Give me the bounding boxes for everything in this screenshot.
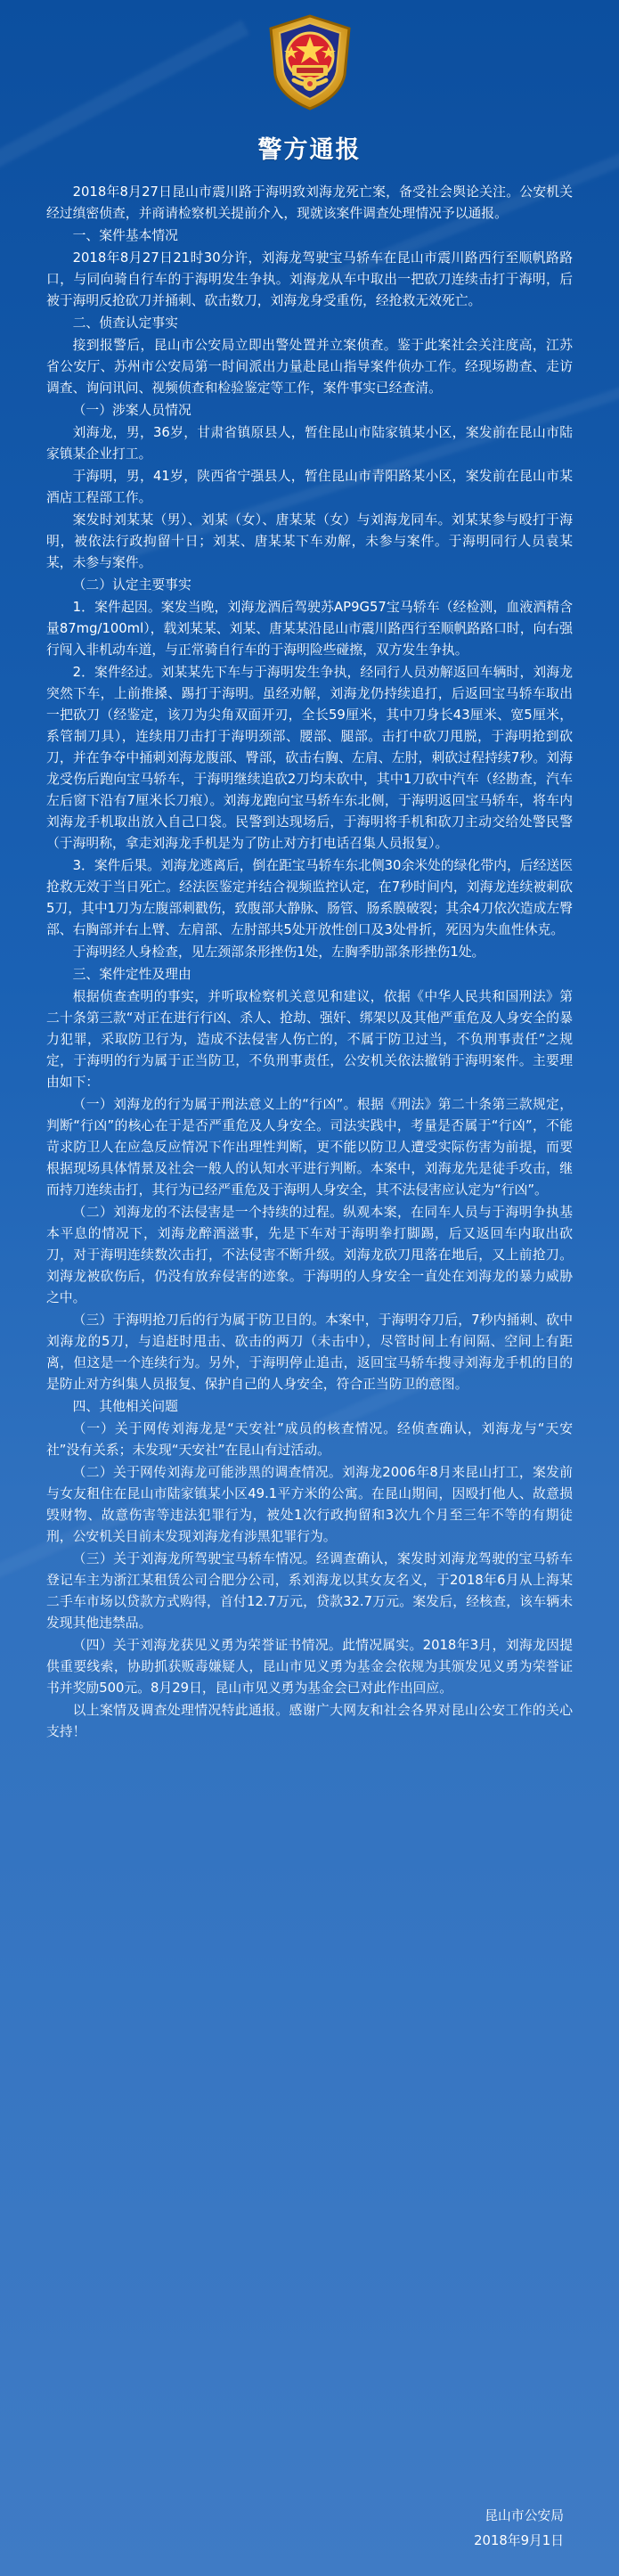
title-bar — [0, 130, 619, 165]
notice-body — [46, 182, 573, 1744]
notice-paragraph: （二）刘海龙的不法侵害是一个持续的过程。纵观本案，在同车人员与于海明争执基本平息的情况下，刘海龙醉酒滋事，先是下车对于海明拳打脚踢，后又返回车内取出砍刀，对于海明连续数次击打，不法侵害不断升级。刘海龙砍刀甩落在地后，又上前抢刀。刘海龙被砍伤后，仍没有放弃侵害的迹象。于海明的人身安全一直处在刘海龙的暴力威胁之中。 — [46, 1205, 573, 1305]
notice-paragraph: 2．案件经过。刘某某先下车与于海明发生争执，经同行人员劝解返回车辆时，刘海龙突然下车，上前推搡、踢打于海明。虽经劝解，刘海龙仍持续追打，后返回宝马轿车取出一把砍刀（经鉴定，该刀为尖角双面开刃，全长59厘米，其中刀身长43厘米、宽5厘米，系管制刀具），连续用刀击打于海明颈部、腰部、腿部。击打中砍刀甩脱，于海明抢到砍刀，并在争夺中捅刺刘海龙腹部、臀部，砍击右胸、左肩、左肘，刺砍过程持续7秒。刘海龙受伤后跑向宝马轿车，于海明继续追砍2刀均未砍中，其中1刀砍中汽车（经勘查，汽车左后窗下沿有7厘米长刀痕）。刘海龙跑向宝马轿车东北侧，于海明返回宝马轿车，将车内刘海龙手机取出放入自己口袋。民警到达现场后，于海明将手机和砍刀主动交给处警民警（于海明称，拿走刘海龙手机是为了防止对方打电话召集人员报复）。 — [46, 665, 573, 851]
notice-paragraph: 根据侦查查明的事实，并听取检察机关意见和建议，依据《中华人民共和国刑法》第二十条第三款“对正在进行行凶、杀人、抢劫、强奸、绑架以及其他严重危及人身安全的暴力犯罪，采取防卫行为，造成不法侵害人伤亡的，不属于防卫过当，不负刑事责任”之规定，于海明的行为属于正当防卫，不负刑事责任，公安机关依法撤销于海明案件。主要理由如下： — [46, 989, 573, 1090]
notice-paragraph: 于海明经人身检查，见左颈部条形挫伤1处，左胸季肋部条形挫伤1处。 — [72, 945, 485, 960]
notice-paragraph: （三）关于刘海龙所驾驶宝马轿车情况。经调查确认，案发时刘海龙驾驶的宝马轿车登记车主为浙江某租赁公司合肥分公司，系刘海龙以其女友名义，于2018年6月从上海某二手车市场以贷款方式购得，首付12.7万元，贷款32.7万元。案发后，经核查，该车辆未发现其他违禁品。 — [46, 1551, 573, 1631]
issue-date: 2018年9月1日 — [474, 2533, 564, 2548]
page-title: 警方通报 — [257, 136, 362, 163]
notice-paragraph: （三）于海明抢刀后的行为属于防卫目的。本案中，于海明夺刀后，7秒内捅刺、砍中刘海龙的5刀，与追赶时甩击、砍击的两刀（未击中），尽管时间上有间隔、空间上有距离，但这是一个连续行为。另外，于海明停止追击，返回宝马轿车搜寻刘海龙手机的目的是防止对方纠集人员报复、保护自己的人身安全，符合正当防卫的意图。 — [46, 1313, 573, 1392]
notice-paragraph: 以上案情及调查处理情况特此通报。感谢广大网友和社会各界对昆山公安工作的关心支持！ — [46, 1703, 573, 1739]
notice-paragraph: 2018年8月27日昆山市震川路于海明致刘海龙死亡案，备受社会舆论关注。公安机关经过缜密侦查，并商请检察机关提前介入，现就该案件调查处理情况予以通报。 — [46, 184, 573, 221]
notice-paragraph: 一、案件基本情况 — [72, 228, 178, 243]
notice-paragraph: （一）涉案人员情况 — [72, 403, 191, 418]
notice-paragraph: 三、案件定性及理由 — [72, 967, 191, 982]
notice-paragraph: （四）关于刘海龙获见义勇为荣誉证书情况。此情况属实。2018年3月，刘海龙因提供重要线索，协助抓获贩毒嫌疑人，昆山市见义勇为基金会依规为其颁发见义勇为荣誉证书并奖励500元。8月29日，昆山市见义勇为基金会已对此作出回应。 — [46, 1638, 573, 1696]
notice-paragraph: 二、侦查认定事实 — [72, 315, 178, 331]
notice-paragraph: 四、其他相关问题 — [72, 1399, 178, 1414]
notice-paragraph: 2018年8月27日21时30分许，刘海龙驾驶宝马轿车在昆山市震川路西行至顺帆路路口，与同向骑自行车的于海明发生争执。刘海龙从车中取出一把砍刀连续击打于海明，后被于海明反抢砍刀并捅刺、砍击数刀，刘海龙身受重伤，经抢救无效死亡。 — [46, 250, 573, 308]
notice-paragraph: 1．案件起因。案发当晚，刘海龙酒后驾驶苏AP9G57宝马轿车（经检测，血液酒精含量87mg/100ml），载刘某某、刘某、唐某某沿昆山市震川路西行至顺帆路路口时，向右强行闯入非机动车道，与正常骑自行车的于海明险些碰擦，双方发生争执。 — [46, 600, 573, 658]
notice-paragraph: 接到报警后，昆山市公安局立即出警处置并立案侦查。鉴于此案社会关注度高，江苏省公安厅、苏州市公安局第一时间派出力量赴昆山指导案件侦办工作。经现场勘查、走访调查、询问讯问、视频侦查和检验鉴定等工作，案件事实已经查清。 — [46, 338, 573, 396]
notice-paragraph: 于海明，男，41岁，陕西省宁强县人，暂住昆山市青阳路某小区，案发前在昆山市某酒店工程部工作。 — [46, 469, 573, 505]
issuer-name: 昆山市公安局 — [485, 2508, 564, 2523]
notice-paragraph: （二）关于网传刘海龙可能涉黑的调查情况。刘海龙2006年8月来昆山打工，案发前与女友租住在昆山市陆家镇某小区49.1平方米的公寓。在昆山期间，因殴打他人、故意损毁财物、故意伤害等违法犯罪行为，被处1次行政拘留和3次九个月至三年不等的有期徒刑，公安机关目前未发现刘海龙有涉黑犯罪行为。 — [46, 1465, 573, 1544]
notice-paragraph: （一）关于网传刘海龙是“天安社”成员的核查情况。经侦查确认，刘海龙与“天安社”没有关系；未发现“天安社”在昆山有过活动。 — [46, 1421, 573, 1458]
notice-paragraph: 3．案件后果。刘海龙逃离后，倒在距宝马轿车东北侧30余米处的绿化带内，后经送医抢救无效于当日死亡。经法医鉴定并结合视频监控认定，在7秒时间内，刘海龙连续被刺砍5刀，其中1刀为左腹部刺戳伤，致腹部大静脉、肠管、肠系膜破裂；其余4刀依次造成左臀部、右胸部并右上臂、左肩部、左肘部共5处开放性创口及3处骨折，死因为失血性休克。 — [46, 858, 573, 937]
police-emblem-icon — [253, 9, 367, 114]
notice-paragraph: 案发时刘某某（男）、刘某（女）、唐某某（女）与刘海龙同车。刘某某参与殴打于海明，被依法行政拘留十日；刘某、唐某某下车劝解，未参与案件。于海明同行人员袁某某，未参与案件。 — [46, 512, 573, 570]
notice-paragraph: 刘海龙，男，36岁，甘肃省镇原县人，暂住昆山市陆家镇某小区，案发前在昆山市陆家镇某企业打工。 — [46, 425, 573, 462]
notice-paragraph: （二）认定主要事实 — [72, 577, 191, 593]
notice-paragraph: （一）刘海龙的行为属于刑法意义上的“行凶”。根据《刑法》第二十条第三款规定，判断“行凶”的核心在于是否严重危及人身安全。司法实践中，考量是否属于“行凶”，不能苛求防卫人在应急反应情况下作出理性判断，更不能以防卫人遭受实际伤害为前提，而要根据现场具体情景及社会一般人的认知水平进行判断。本案中，刘海龙先是徒手攻击，继而持刀连续击打，其行为已经严重危及于海明人身安全，其不法侵害应认定为“行凶”。 — [46, 1097, 573, 1198]
signature-block — [474, 2506, 564, 2556]
